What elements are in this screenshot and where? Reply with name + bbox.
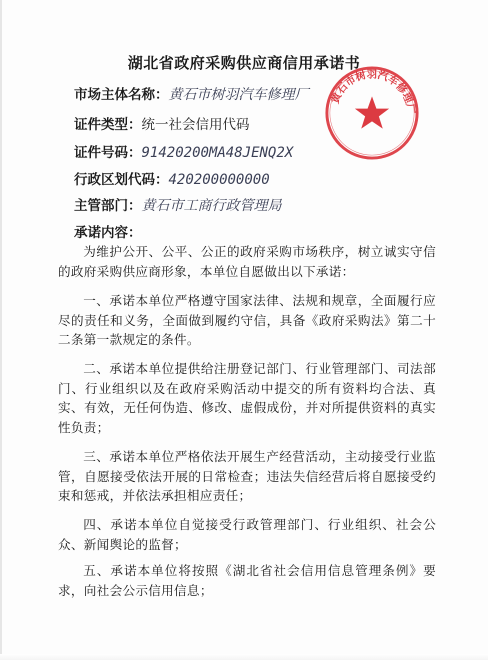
region-code-value: 420200000000 xyxy=(168,172,270,188)
authority-field xyxy=(74,194,282,215)
commitment-field xyxy=(74,221,142,241)
market-entity-value: 黄石市树羽汽车修理厂 xyxy=(168,87,309,103)
seal-text: 黄石市树羽汽车修理厂 xyxy=(329,68,417,115)
page-bottom-shade xyxy=(0,654,488,660)
region-code-field xyxy=(74,168,270,188)
cert-type-value: 统一社会信用代码 xyxy=(141,117,250,133)
scan-edge xyxy=(0,0,2,660)
paragraph-commitment-1: 一、承诺本单位严格遵守国家法律、法规和规章，全面履行应尽的责任和义务，全面做到履约守信，具备《政府采购法》第二十二条第一款规定的条件。 xyxy=(58,293,436,347)
cert-no-field xyxy=(74,141,293,161)
document-title: 湖北省政府采购供应商信用承诺书 xyxy=(127,54,361,72)
paragraph-intro: 为维护公开、公平、公正的政府采购市场秩序，树立诚实守信的政府采购供应商形象，本单位自愿做出以下承诺： xyxy=(58,244,436,279)
red-star-seal-icon xyxy=(323,64,421,162)
cert-no-value: 91420200MA48JENQ2X xyxy=(141,145,294,161)
authority-label: 主管部门： xyxy=(74,198,142,214)
region-code-label: 行政区划代码： xyxy=(74,172,169,188)
seal-star-icon xyxy=(355,96,389,128)
paragraph-commitment-5: 五、承诺本单位将按照《湖北省社会信用信息管理条例》要求，向社会公示信用信息； xyxy=(58,563,436,598)
authority-value: 黄石市工商行政管理局 xyxy=(141,198,282,214)
cert-type-field xyxy=(74,113,250,133)
market-entity-field xyxy=(74,83,309,104)
paragraph-commitment-2: 二、承诺本单位提供给注册登记部门、行业管理部门、司法部门、行业组织以及在政府采购活动中提交的所有资料均合法、真实、有效，无任何伪造、修改、虚假成份，并对所提供资料的真实性负责； xyxy=(58,361,436,435)
cert-type-label: 证件类型： xyxy=(74,117,142,133)
paragraph-commitment-4: 四、承诺本单位自觉接受行政管理部门、行业组织、社会公众、新闻舆论的监督； xyxy=(58,517,436,552)
paragraph-commitment-3: 三、承诺本单位严格依法开展生产经营活动，主动接受行业监管，自愿接受依法开展的日常检查；违法失信经营后将自愿接受约束和惩戒，并依法承担相应责任； xyxy=(58,449,436,503)
cert-no-label: 证件号码： xyxy=(74,145,142,161)
commitment-label: 承诺内容： xyxy=(74,225,142,241)
market-entity-label: 市场主体名称： xyxy=(74,87,169,103)
